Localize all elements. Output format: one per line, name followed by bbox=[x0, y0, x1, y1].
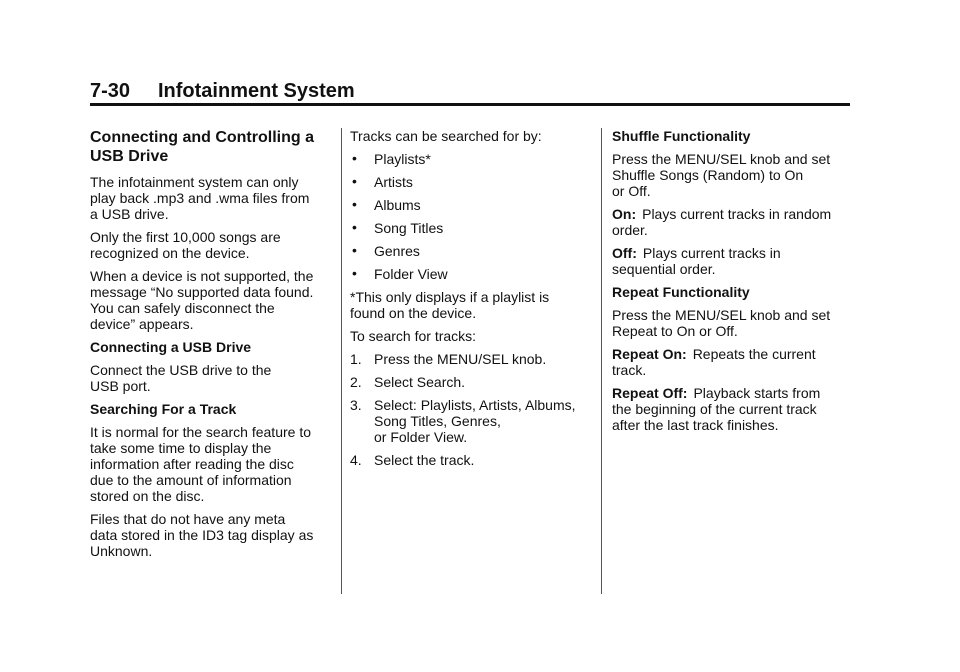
step-item: 1. Press the MENU/SEL knob. bbox=[350, 351, 547, 367]
paragraph-id3: Files that do not have any meta data stored in the ID3 tag display as Unknown. bbox=[90, 511, 314, 559]
search-by-list bbox=[350, 151, 592, 282]
paragraph-search-time: It is normal for the search feature to take some time to display the information after reading the disc due to the amount of information stored on the disc. bbox=[90, 424, 311, 504]
subheading-searching: Searching For a Track bbox=[90, 401, 237, 417]
page-number: 7-30 bbox=[90, 80, 131, 102]
definition-shuffle-on: On: Plays current tracks in random order. bbox=[612, 206, 832, 238]
paragraph-connect: Connect the USB drive to the USB port. bbox=[90, 362, 272, 394]
search-steps bbox=[350, 351, 592, 468]
column-2 bbox=[350, 128, 592, 475]
step-item: 2. Select Search. bbox=[350, 374, 466, 390]
definition-repeat-on: Repeat On: Repeats the current track. bbox=[612, 346, 816, 378]
bullet-icon: • bbox=[352, 219, 357, 235]
list-item: • Playlists* bbox=[352, 150, 431, 167]
usb-section-heading: Connecting and Controlling a USB Drive bbox=[90, 129, 314, 165]
subheading-repeat: Repeat Functionality bbox=[612, 284, 750, 300]
step-item: 3. Select: Playlists, Artists, Albums, Song Titles, Genres, or Folder View. bbox=[350, 397, 576, 445]
search-intro: Tracks can be searched for by: bbox=[350, 128, 542, 144]
paragraph-shuffle: Press the MENU/SEL knob and set Shuffle Songs (Random) to On or Off. bbox=[612, 151, 831, 199]
playlist-note: *This only displays if a playlist is found on the device. bbox=[350, 289, 550, 321]
paragraph-playback: The infotainment system can only play back .mp3 and .wma files from a USB drive. bbox=[90, 174, 310, 222]
bullet-icon: • bbox=[352, 265, 357, 281]
paragraph-song-limit: Only the first 10,000 songs are recognized on the device. bbox=[90, 229, 281, 261]
definition-shuffle-off: Off: Plays current tracks in sequential order. bbox=[612, 245, 781, 277]
subheading-connecting: Connecting a USB Drive bbox=[90, 339, 252, 355]
bullet-icon: • bbox=[352, 173, 357, 189]
list-item: • Genres bbox=[352, 242, 420, 259]
steps-intro: To search for tracks: bbox=[350, 328, 477, 344]
list-item: • Artists bbox=[352, 173, 413, 190]
column-3 bbox=[612, 128, 854, 440]
bullet-icon: • bbox=[352, 242, 357, 258]
paragraph-unsupported: When a device is not supported, the message “No supported data found. You can safely disconnect the device” appears. bbox=[90, 268, 314, 332]
list-item: • Albums bbox=[352, 196, 421, 213]
list-item: • Folder View bbox=[352, 265, 448, 282]
bullet-icon: • bbox=[352, 196, 357, 212]
section-title: Infotainment System bbox=[158, 80, 355, 102]
subheading-shuffle: Shuffle Functionality bbox=[612, 128, 751, 144]
paragraph-repeat: Press the MENU/SEL knob and set Repeat to On or Off. bbox=[612, 307, 831, 339]
step-item: 4. Select the track. bbox=[350, 452, 475, 468]
bullet-icon: • bbox=[352, 150, 357, 166]
list-item: • Song Titles bbox=[352, 219, 444, 236]
definition-repeat-off: Repeat Off: Playback starts from the beginning of the current track after the last track finishes. bbox=[612, 385, 821, 433]
column-1 bbox=[90, 128, 332, 566]
header-rule bbox=[90, 103, 850, 106]
column-divider-2 bbox=[601, 128, 602, 594]
column-divider-1 bbox=[341, 128, 342, 594]
